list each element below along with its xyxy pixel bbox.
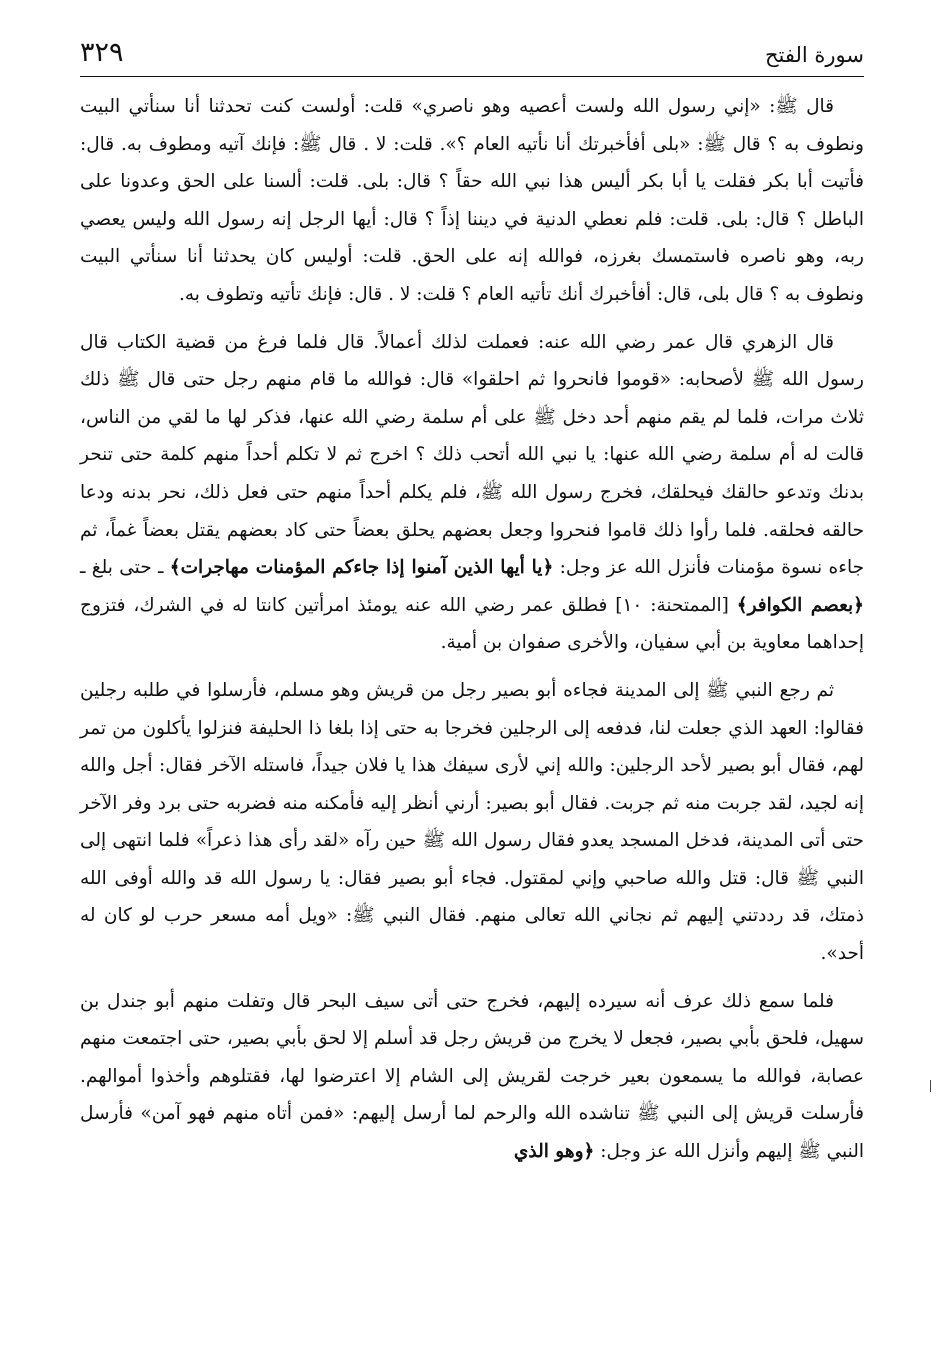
- paragraph-1: [80, 88, 864, 314]
- body-text: [80, 88, 864, 1181]
- quran-quote-2: ﴿بعصم الكوافر﴾: [736, 594, 865, 616]
- paragraph-4-text-before: فلما سمع ذلك عرف أنه سيرده إليهم، فخرج حتى أتى سيف البحر قال وتفلت منهم أبو جندل بن سهيل، فلحق بأبي بصير، فجعل لا يخرج من قريش رجل قد أسلم إلا لحق بأبي بصير، حتى اجتمعت منهم عصابة، فوالله ما يسمعون بعير خرجت لقريش إلى الشام إلا اعترضوا لها، فقتلوهم وأخذوا أموالهم. فأرسلت قريش إلى النبي ﷺ تناشده الله والرحم لما أرسل إليهم: «فمن أتاه منهم فهو آمن» فأرسل النبي ﷺ إليهم وأنزل الله عز وجل:: [80, 990, 864, 1163]
- paragraph-3: [80, 672, 864, 973]
- page-number: ٣٢٩: [80, 37, 124, 68]
- paragraph-2: [80, 324, 864, 662]
- margin-mark: [930, 1080, 931, 1092]
- page-header: [80, 34, 864, 78]
- paragraph-2-text-after: [الممتحنة: ١٠] فطلق عمر رضي الله عنه يومئذ امرأتين كانتا له في الشرك، فتزوج إحداهما معاوية بن أبي سفيان، والأخرى صفوان بن أمية.: [80, 594, 864, 654]
- paragraph-3-text: ثم رجع النبي ﷺ إلى المدينة فجاءه أبو بصير رجل من قريش وهو مسلم، فأرسلوا في طلبه رجلين فقالوا: العهد الذي جعلت لنا، فدفعه إلى الرجلين فخرجا به حتى إذا بلغا ذا الحليفة فنزلوا يأكلون من تمر لهم، فقال أبو بصير لأحد الرجلين: والله إني لأرى سيفك هذا يا فلان جيداً، فاستله الآخر فقال: أجل والله إنه لجيد، لقد جربت منه ثم جربت. فقال أبو بصير: أرني أنظر إليه فأمكنه منه فضربه حتى برد وفر الآخر حتى أتى المدينة، فدخل المسجد يعدو فقال رسول الله ﷺ حين رآه «لقد رأى هذا ذعراً» فلما انتهى إلى النبي ﷺ قال: قتل والله صاحبي وإني لمقتول. فجاء أبو بصير فقال: يا رسول الله قد والله أوفى الله ذمتك، قد رددتني إليهم ثم نجاني الله تعالى منهم. فقال النبي ﷺ: «ويل أمه مسعر حرب لو كان له أحد».: [80, 679, 865, 965]
- paragraph-2-text-middle: ـ حتى بلغ ـ: [80, 557, 170, 579]
- paragraph-2-text-before: قال الزهري قال عمر رضي الله عنه: فعملت لذلك أعمالاً. قال فلما فرغ من قضية الكتاب قال رسول الله ﷺ لأصحابه: «قوموا فانحروا ثم احلقوا» قال: فوالله ما قام منهم رجل حتى قال ﷺ ذلك ثلاث مرات، فلما لم يقم منهم أحد دخل ﷺ على أم سلمة رضي الله عنها، فذكر لها ما لقي من الناس، قالت له أم سلمة رضي الله عنها: يا نبي الله أتحب ذلك ؟ اخرج ثم لا تكلم أحداً منهم كلمة حتى تنحر بدنك وتدعو حالقك فيحلقك، فخرج رسول الله ﷺ، فلم يكلم أحداً منهم حتى فعل ذلك، نحر بدنه ودعا حالقه فحلقه. فلما رأوا ذلك قاموا فنحروا وجعل بعضهم يحلق بعضاً حتى كاد بعضهم يقتل بعضاً غماً، ثم جاءه نسوة مؤمنات فأنزل الله عز وجل:: [80, 331, 865, 579]
- quran-quote-1: ﴿يا أيها الذين آمنوا إذا جاءكم المؤمنات مهاجرات﴾: [169, 557, 554, 579]
- quran-quote-3: ﴿وهو الذي: [513, 1141, 595, 1163]
- header-rule: [80, 76, 864, 77]
- running-title: سورة الفتح: [764, 43, 864, 67]
- paragraph-4: [80, 983, 864, 1171]
- paragraph-1-text: قال ﷺ: «إني رسول الله ولست أعصيه وهو ناصري» قلت: أولست كنت تحدثنا أنا سنأتي البيت ونطوف به ؟ قال ﷺ: «بلى أفأخبرتك أنا نأتيه العام ؟». قلت: لا . قال ﷺ: فإنك آتيه ومطوف به. قال: فأتيت أبا بكر فقلت يا أبا بكر أليس هذا نبي الله حقاً ؟ قال: بلى. قلت: ألسنا على الحق وعدونا على الباطل ؟ قال: بلى. قلت: فلم نعطي الدنية في ديننا إذاً ؟ قال: أيها الرجل إنه رسول الله وليس يعصي ربه، وهو ناصره فاستمسك بغرزه، فوالله إنه على الحق. قلت: أوليس كان يحدثنا أنا سنأتي البيت ونطوف به ؟ قال بلى، قال: أفأخبرك أنك تأتيه العام ؟ قلت: لا . قال: فإنك تأتيه وتطوف به.: [80, 96, 864, 305]
